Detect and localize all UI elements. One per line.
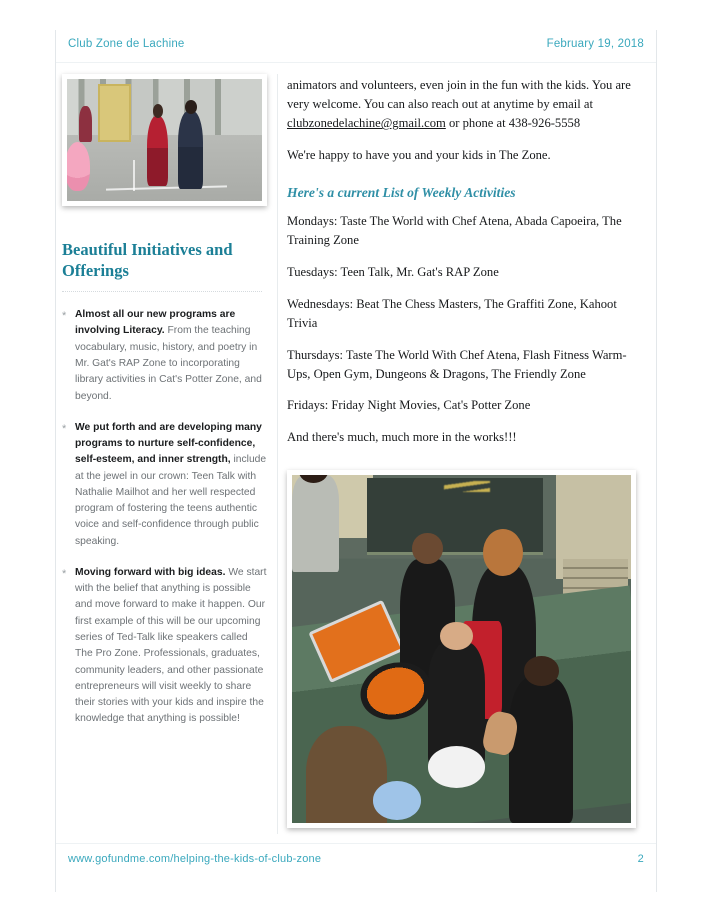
- bullet-body-text: From the teaching vocabulary, music, history, and poetry in Mr. Gat's RAP Zone to incorporating library activities in Cat's Potter Zone, and beyond.: [75, 325, 262, 402]
- bullet-lead-text: Almost all our new programs are involving Literacy.: [75, 309, 236, 337]
- gymnasium-photo: [62, 74, 267, 206]
- sidebar-column: [62, 74, 267, 728]
- blue-paper-plate: [373, 781, 420, 819]
- column-divider-rule: [277, 74, 278, 834]
- white-paper-plate: [428, 746, 486, 788]
- email-link[interactable]: clubzonedelachine@gmail.com: [287, 116, 446, 131]
- classroom-photo-wrapper: [287, 470, 636, 828]
- intro-text-before-link: animators and volunteers, even join in the fun with the kids. You are very welcome. You can also reach out at anytime by email at: [287, 78, 631, 112]
- intro-text-after-link: or phone at 438-926-5558: [445, 116, 581, 131]
- sidebar-heading-block: [62, 239, 267, 292]
- gym-child-pink-dress: [67, 142, 90, 191]
- classroom-child-top-left: [292, 475, 339, 572]
- gym-door: [98, 84, 131, 142]
- gym-person-navy-outfit: [178, 111, 203, 189]
- footer-divider-rule: [56, 843, 656, 844]
- bullet-body-text: We start with the belief that anything is possible and move forward to make it happen. Our first example of this will be our upcoming series of Ted-Talk like speakers called The Pro Zone. Professionals, graduates, community leaders, and other passionate entrepreneurs will visit weekly to share their stories with your kids and inspire the knowledge that anything is possible!: [75, 566, 267, 725]
- header-date: February 19, 2018: [546, 38, 644, 50]
- left-margin-rule: [55, 30, 56, 892]
- main-column: [287, 76, 644, 460]
- page-header: [68, 38, 644, 60]
- footer-fundraiser-url[interactable]: www.gofundme.com/helping-the-kids-of-club-zone: [68, 853, 322, 865]
- page-footer: [68, 853, 644, 865]
- right-margin-rule: [656, 30, 657, 892]
- activity-friday: Fridays: Friday Night Movies, Cat's Potter Zone: [287, 398, 531, 413]
- intro-paragraph: [287, 76, 644, 133]
- activities-closing-note: And there's much, much more in the works!!!: [287, 430, 517, 445]
- sidebar-dotted-divider: [62, 291, 262, 292]
- bullet-lead-text: Moving forward with big ideas.: [75, 566, 226, 578]
- header-organization-title: Club Zone de Lachine: [68, 38, 185, 50]
- activity-wednesday: Wednesdays: Beat The Chess Masters, The Graffiti Zone, Kahoot Trivia: [287, 296, 617, 330]
- gym-scene: [67, 79, 262, 201]
- list-item: [62, 565, 267, 728]
- gym-person-red-outfit: [147, 116, 168, 187]
- chalkboard-writing: [444, 481, 490, 493]
- bullet-lead-text: We put forth and are developing many programs to nurture self-confidence, self-esteem, and inner strength,: [75, 421, 262, 466]
- header-divider-rule: [56, 62, 656, 63]
- gymnasium-photo-image: [67, 79, 262, 201]
- activities-heading: Here's a current List of Weekly Activities: [287, 184, 516, 200]
- activity-thursday: Thursdays: Taste The World With Chef Atena, Flash Fitness Warm-Ups, Open Gym, Dungeons & Dragons, The Friendly Zone: [287, 347, 627, 381]
- gym-floor-line-vertical: [133, 160, 135, 192]
- closing-paragraph: We're happy to have you and your kids in The Zone.: [287, 148, 551, 163]
- sidebar-bullet-list: [62, 307, 267, 727]
- list-item: [62, 420, 267, 550]
- classroom-boy-right: [509, 677, 573, 823]
- activity-tuesday: Tuesdays: Teen Talk, Mr. Gat's RAP Zone: [287, 265, 499, 280]
- list-item: [62, 307, 267, 405]
- gym-floor-line-horizontal: [106, 185, 227, 190]
- gym-person-background: [79, 106, 93, 143]
- classroom-scene: [292, 475, 631, 823]
- page-number: 2: [637, 853, 644, 865]
- bullet-body-text: include at the jewel in our crown: Teen Talk with Nathalie Mailhot and her well respected program of fostering the teens authentic voice and self-confidence through public speaking.: [75, 454, 267, 547]
- classroom-photo: [287, 470, 636, 828]
- sidebar-heading: Beautiful Initiatives and Offerings: [62, 240, 233, 281]
- activity-monday: Mondays: Taste The World with Chef Atena, Abada Capoeira, The Training Zone: [287, 214, 622, 248]
- classroom-photo-image: [292, 475, 631, 823]
